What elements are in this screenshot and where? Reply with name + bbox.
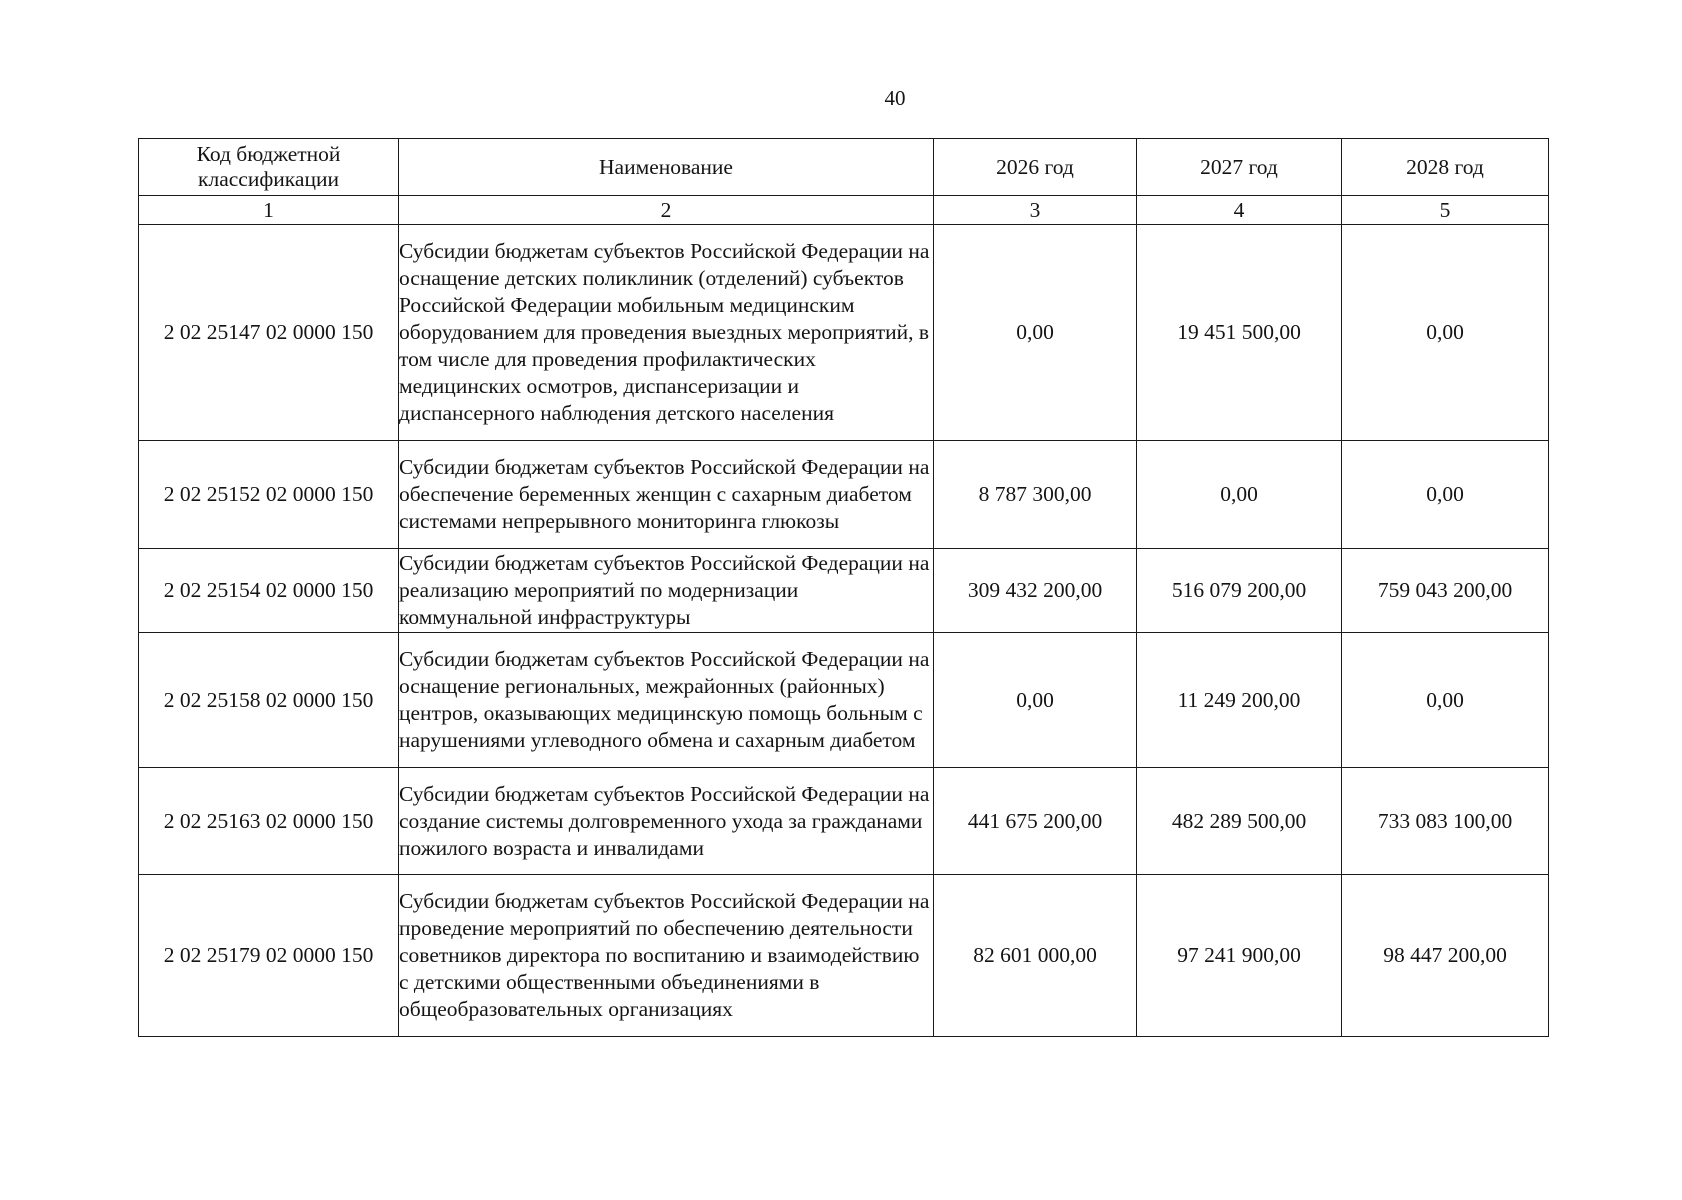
table-row <box>139 875 1549 1037</box>
name-cell: Субсидии бюджетам субъектов Российской Федерации на оснащение детских поликлиник (отделений) субъектов Российской Федерации мобильным медицинским оборудованием для проведения выездных мероприятий, в том числе для проведения профилактических медицинских осмотров, диспансеризации и диспансерного наблюдения детского населения <box>399 225 934 441</box>
amount-2028-cell: 98 447 200,00 <box>1342 875 1549 1037</box>
amount-2026-cell: 8 787 300,00 <box>934 441 1137 549</box>
amount-2026-cell: 0,00 <box>934 633 1137 768</box>
amount-2026-cell: 0,00 <box>934 225 1137 441</box>
amount-2027-cell: 516 079 200,00 <box>1137 549 1342 633</box>
table-row <box>139 768 1549 875</box>
header-code: Код бюджетной классификации <box>139 139 399 196</box>
budget-code-cell: 2 02 25147 02 0000 150 <box>139 225 399 441</box>
amount-2028-cell: 0,00 <box>1342 633 1549 768</box>
amount-2026-cell: 82 601 000,00 <box>934 875 1137 1037</box>
name-cell: Субсидии бюджетам субъектов Российской Федерации на создание системы долговременного ухода за гражданами пожилого возраста и инвалидами <box>399 768 934 875</box>
header-year-2028: 2028 год <box>1342 139 1549 196</box>
amount-2027-cell: 482 289 500,00 <box>1137 768 1342 875</box>
amount-2027-cell: 0,00 <box>1137 441 1342 549</box>
header-year-2027: 2027 год <box>1137 139 1342 196</box>
column-number: 3 <box>934 196 1137 225</box>
name-cell: Субсидии бюджетам субъектов Российской Федерации на оснащение региональных, межрайонных (районных) центров, оказывающих медицинскую помощь больным с нарушениями углеводного обмена и сахарным диабетом <box>399 633 934 768</box>
amount-2027-cell: 97 241 900,00 <box>1137 875 1342 1037</box>
amount-2028-cell: 759 043 200,00 <box>1342 549 1549 633</box>
page-number: 40 <box>884 86 906 110</box>
amount-2027-cell: 19 451 500,00 <box>1137 225 1342 441</box>
table-row <box>139 225 1549 441</box>
table-header-row <box>139 139 1549 196</box>
budget-code-cell: 2 02 25158 02 0000 150 <box>139 633 399 768</box>
amount-2027-cell: 11 249 200,00 <box>1137 633 1342 768</box>
column-number: 1 <box>139 196 399 225</box>
header-name: Наименование <box>399 139 934 196</box>
amount-2026-cell: 309 432 200,00 <box>934 549 1137 633</box>
name-cell: Субсидии бюджетам субъектов Российской Федерации на обеспечение беременных женщин с сахарным диабетом системами непрерывного мониторинга глюкозы <box>399 441 934 549</box>
column-number: 4 <box>1137 196 1342 225</box>
column-number-row <box>139 196 1549 225</box>
column-number: 2 <box>399 196 934 225</box>
budget-code-cell: 2 02 25163 02 0000 150 <box>139 768 399 875</box>
column-number: 5 <box>1342 196 1549 225</box>
amount-2026-cell: 441 675 200,00 <box>934 768 1137 875</box>
budget-table <box>138 138 1549 1037</box>
header-year-2026: 2026 год <box>934 139 1137 196</box>
amount-2028-cell: 0,00 <box>1342 225 1549 441</box>
name-cell: Субсидии бюджетам субъектов Российской Федерации на реализацию мероприятий по модернизации коммунальной инфраструктуры <box>399 549 934 633</box>
table-row <box>139 549 1549 633</box>
table-row <box>139 441 1549 549</box>
name-cell: Субсидии бюджетам субъектов Российской Федерации на проведение мероприятий по обеспечению деятельности советников директора по воспитанию и взаимодействию с детскими общественными объединениями в общеобразовательных организациях <box>399 875 934 1037</box>
amount-2028-cell: 733 083 100,00 <box>1342 768 1549 875</box>
budget-code-cell: 2 02 25154 02 0000 150 <box>139 549 399 633</box>
budget-code-cell: 2 02 25152 02 0000 150 <box>139 441 399 549</box>
amount-2028-cell: 0,00 <box>1342 441 1549 549</box>
table-row <box>139 633 1549 768</box>
budget-code-cell: 2 02 25179 02 0000 150 <box>139 875 399 1037</box>
